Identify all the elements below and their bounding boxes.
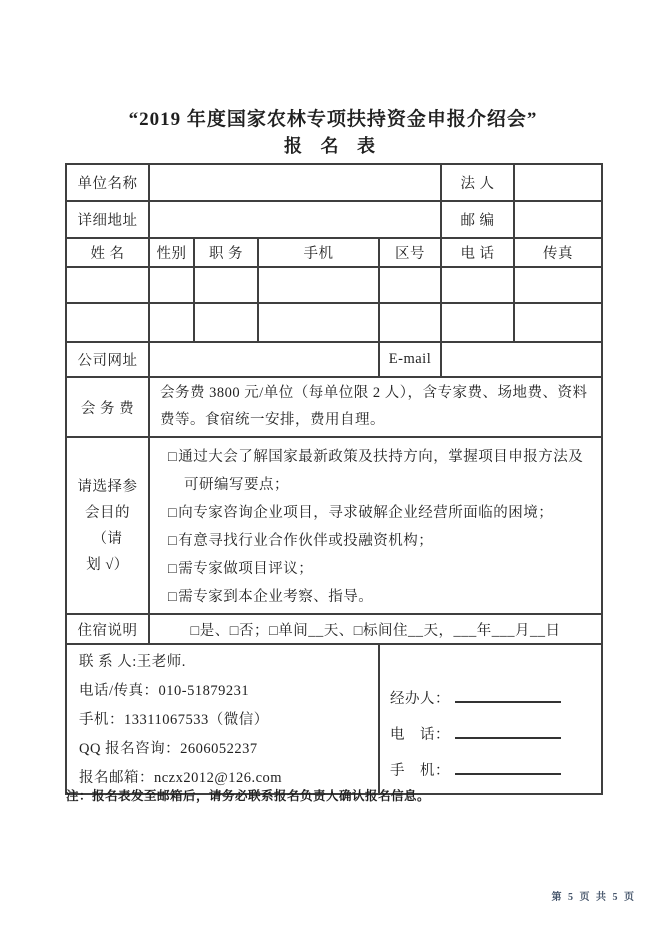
purpose-option[interactable]: □需专家到本企业考察、指导。 — [168, 589, 374, 605]
attendee-cell[interactable] — [149, 303, 194, 342]
checkbox-icon[interactable]: □ — [168, 533, 178, 549]
attendee-cell[interactable] — [441, 267, 514, 303]
attendee-cell[interactable] — [258, 267, 379, 303]
unit-name-label: 单位名称 — [66, 164, 149, 201]
agent-name-line: 经办人： — [390, 681, 597, 717]
attendee-cell[interactable] — [441, 303, 514, 342]
contact-row — [66, 644, 602, 794]
website-row — [66, 342, 602, 377]
contact-phone-fax-line: 电话/传真：010-51879231 — [79, 683, 250, 699]
agent-name-field[interactable] — [455, 688, 561, 703]
header-fax: 传真 — [514, 238, 602, 267]
checkbox-icon[interactable]: □ — [168, 589, 178, 605]
applicant-fields-block — [379, 644, 602, 794]
purpose-option[interactable]: □需专家做项目评议； — [168, 561, 314, 577]
attendee-row — [66, 303, 602, 342]
agent-mobile-line: 手 机： — [390, 753, 597, 789]
purpose-label: 请选择参 会目的（请 划 √） — [66, 437, 149, 614]
attendee-cell[interactable] — [194, 267, 258, 303]
header-area-code: 区号 — [379, 238, 441, 267]
legal-person-field[interactable] — [514, 164, 602, 201]
attendee-cell[interactable] — [66, 267, 149, 303]
contact-mobile-line: 手机：13311067533（微信） — [79, 712, 269, 728]
header-phone: 电 话 — [441, 238, 514, 267]
attendee-row — [66, 267, 602, 303]
page-number: 第 5 页 共 5 页 — [551, 892, 636, 903]
purpose-option[interactable]: □有意寻找行业合作伙伴或投融资机构； — [168, 533, 434, 549]
contact-qq-line: QQ 报名咨询：2606052237 — [79, 741, 258, 757]
attendee-cell[interactable] — [149, 267, 194, 303]
agent-phone-field[interactable] — [455, 724, 561, 739]
attendee-cell[interactable] — [514, 267, 602, 303]
address-field[interactable] — [149, 201, 441, 238]
page-title: “2019 年度国家农林专项扶持资金申报介绍会” — [128, 109, 538, 130]
fee-text: 会务费 3800 元/单位（每单位限 2 人），含专家费、场地费、资料费等。食宿统一安排，费用自理。 — [149, 377, 602, 437]
legal-person-label: 法 人 — [441, 164, 514, 201]
header-gender: 性别 — [149, 238, 194, 267]
purpose-option[interactable]: □通过大会了解国家最新政策及扶持方向，掌握项目申报方法及可研编写要点； — [168, 449, 584, 493]
lodging-label: 住宿说明 — [66, 614, 149, 644]
contact-email-line: 报名邮箱：nczx2012@126.com — [79, 770, 283, 786]
attendee-cell[interactable] — [379, 303, 441, 342]
postal-code-field[interactable] — [514, 201, 602, 238]
purpose-options — [149, 437, 602, 614]
fee-row — [66, 377, 602, 437]
registration-form-table — [65, 163, 603, 795]
fee-label: 会 务 费 — [66, 377, 149, 437]
checkbox-icon[interactable]: □ — [168, 449, 178, 465]
attendee-cell[interactable] — [258, 303, 379, 342]
lodging-row — [66, 614, 602, 644]
purpose-option[interactable]: □向专家咨询企业项目，寻求破解企业经营所面临的困境； — [168, 505, 554, 521]
form-title: 报 名 表 — [284, 136, 382, 156]
email-label: E-mail — [379, 342, 441, 377]
website-label: 公司网址 — [66, 342, 149, 377]
checkbox-icon[interactable]: □ — [168, 505, 178, 521]
attendee-cell[interactable] — [66, 303, 149, 342]
contact-info-block — [66, 644, 379, 794]
header-name: 姓 名 — [66, 238, 149, 267]
agent-phone-line: 电 话： — [390, 717, 597, 753]
attendee-cell[interactable] — [194, 303, 258, 342]
agent-mobile-field[interactable] — [455, 760, 561, 775]
address-row — [66, 201, 602, 238]
email-field[interactable] — [441, 342, 602, 377]
checkbox-icon[interactable]: □ — [168, 561, 178, 577]
contact-person-line: 联 系 人:王老师. — [79, 654, 186, 670]
address-label: 详细地址 — [66, 201, 149, 238]
header-mobile: 手机 — [258, 238, 379, 267]
purpose-row — [66, 437, 602, 614]
header-position: 职 务 — [194, 238, 258, 267]
footnote: 注：报名表发至邮箱后，请务必联系报名负责人确认报名信息。 — [66, 789, 431, 803]
attendee-cell[interactable] — [514, 303, 602, 342]
attendee-cell[interactable] — [379, 267, 441, 303]
website-field[interactable] — [149, 342, 379, 377]
attendee-header-row — [66, 238, 602, 267]
postal-code-label: 邮 编 — [441, 201, 514, 238]
unit-name-field[interactable] — [149, 164, 441, 201]
unit-row — [66, 164, 602, 201]
lodging-options[interactable]: □是、□否；□单间__天、□标间住__天，___年___月__日 — [149, 614, 602, 644]
